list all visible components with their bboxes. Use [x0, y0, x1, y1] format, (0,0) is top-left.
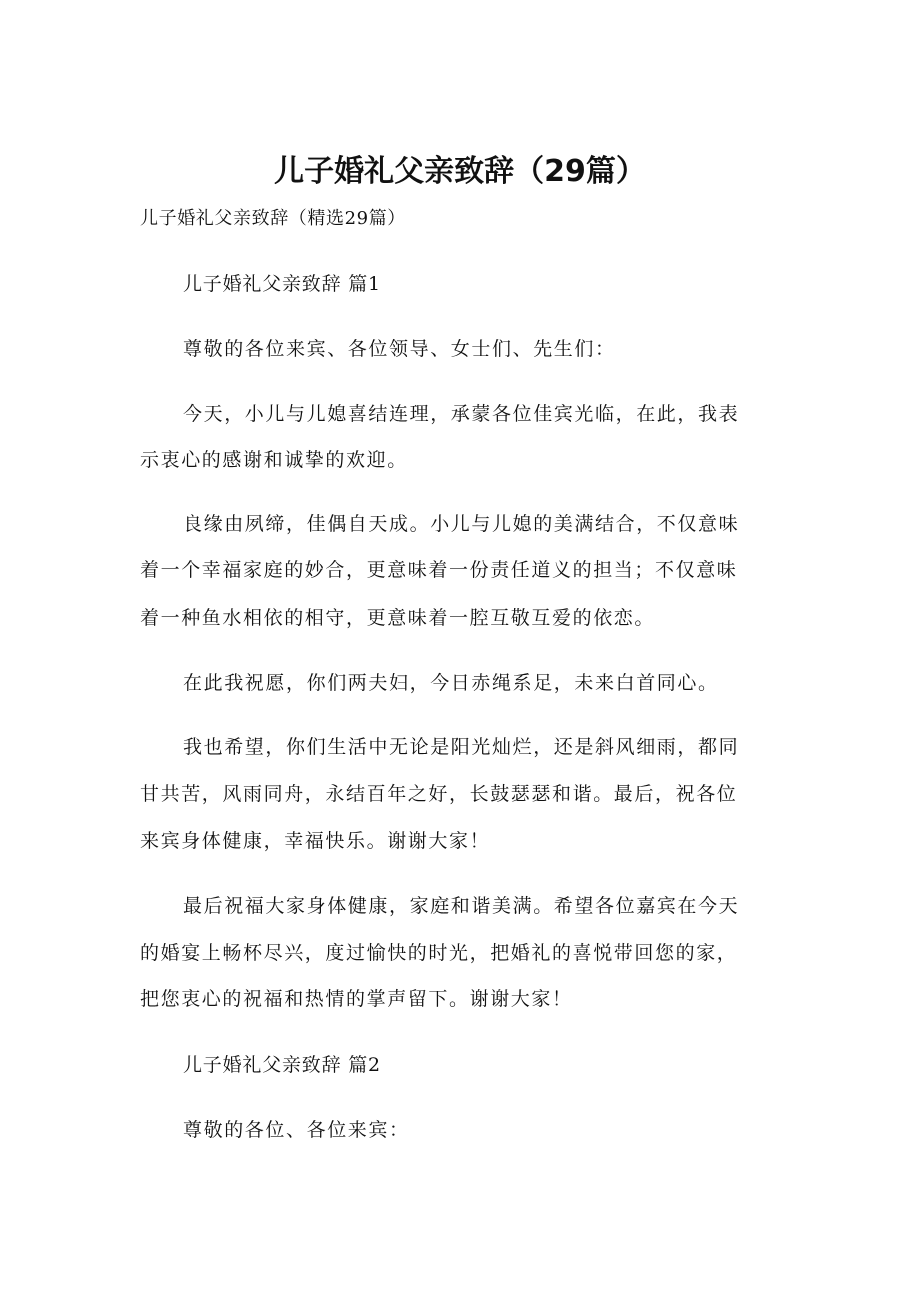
paragraph-4-line-2: 甘共苦，风雨同舟，永结百年之好，长鼓瑟瑟和谐。最后，祝各位 [140, 783, 738, 805]
paragraph-3-line-1: 在此我祝愿，你们两夫妇，今日赤绳系足，未来白首同心。 [183, 672, 719, 694]
section-heading-1: 儿子婚礼父亲致辞 篇1 [183, 273, 381, 295]
salutation-1: 尊敬的各位来宾、各位领导、女士们、先生们： [183, 338, 616, 360]
paragraph-4-line-1: 我也希望，你们生活中无论是阳光灿烂，还是斜风细雨，都同 [183, 736, 740, 758]
paragraph-1-line-2: 示衷心的感谢和诚挚的欢迎。 [140, 449, 408, 471]
paragraph-5-line-1: 最后祝福大家身体健康，家庭和谐美满。希望各位嘉宾在今天 [183, 895, 740, 917]
paragraph-2-line-1: 良缘由夙缔，佳偶自天成。小儿与儿媳的美满结合，不仅意味 [183, 513, 740, 535]
document-subtitle: 儿子婚礼父亲致辞（精选29篇） [140, 208, 406, 229]
paragraph-2-line-3: 着一种鱼水相依的相守，更意味着一腔互敬互爱的依恋。 [140, 607, 656, 629]
salutation-2: 尊敬的各位、各位来宾： [183, 1119, 410, 1141]
document-title: 儿子婚礼父亲致辞（29篇） [274, 154, 646, 189]
paragraph-1-line-1: 今天，小儿与儿媳喜结连理，承蒙各位佳宾光临，在此，我表 [183, 403, 740, 425]
paragraph-5-line-3: 把您衷心的祝福和热情的掌声留下。谢谢大家！ [140, 988, 573, 1010]
paragraph-5-line-2: 的婚宴上畅杯尽兴，度过愉快的时光，把婚礼的喜悦带回您的家， [140, 942, 738, 964]
paragraph-4-line-3: 来宾身体健康，幸福快乐。谢谢大家！ [140, 830, 491, 852]
paragraph-2-line-2: 着一个幸福家庭的妙合，更意味着一份责任道义的担当；不仅意味 [140, 559, 738, 581]
section-heading-2: 儿子婚礼父亲致辞 篇2 [183, 1054, 381, 1076]
